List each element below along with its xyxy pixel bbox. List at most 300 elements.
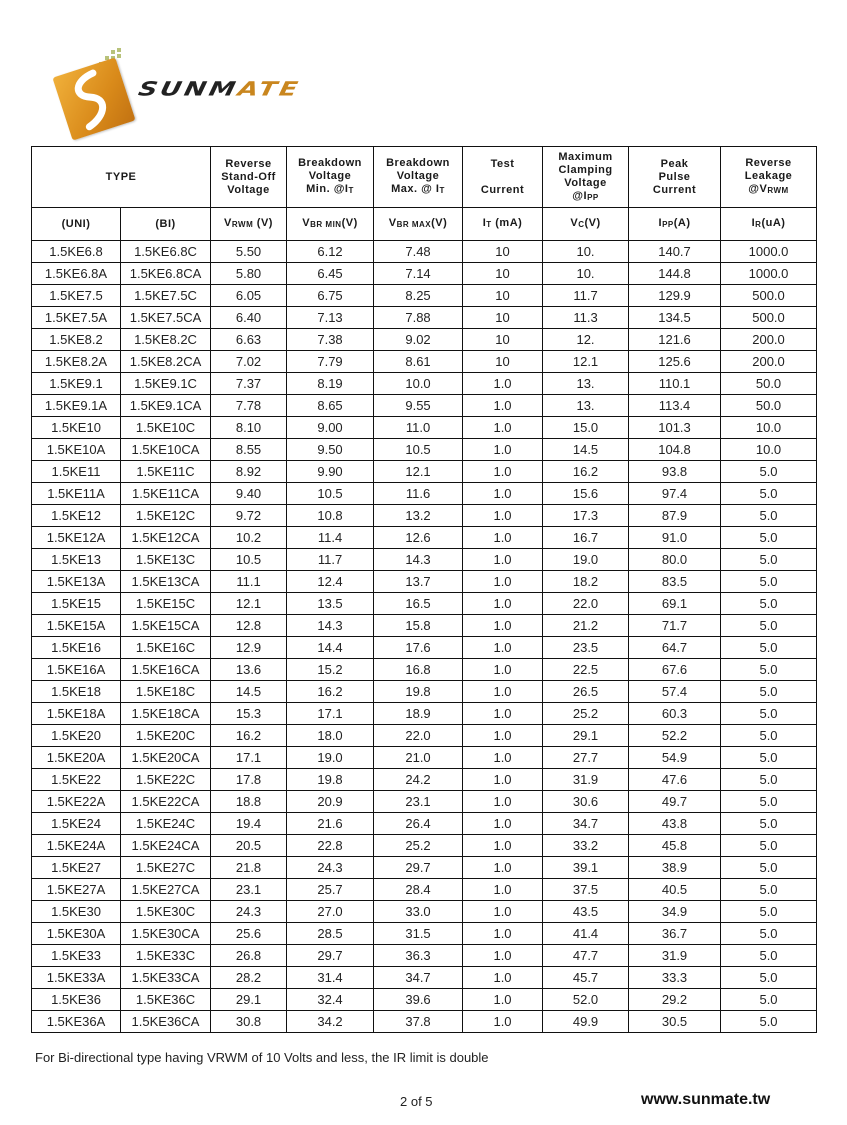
cell-type-uni: 1.5KE20A bbox=[32, 747, 121, 769]
cell-it: 1.0 bbox=[463, 373, 543, 395]
table-row bbox=[32, 923, 817, 945]
header-vc-unit: VC(V) bbox=[543, 208, 629, 241]
cell-ir: 5.0 bbox=[721, 527, 817, 549]
cell-type-bi: 1.5KE11CA bbox=[121, 483, 211, 505]
cell-vrwm: 7.02 bbox=[211, 351, 287, 373]
cell-it: 10 bbox=[463, 329, 543, 351]
cell-ir: 10.0 bbox=[721, 439, 817, 461]
cell-vbr-min: 10.8 bbox=[287, 505, 374, 527]
cell-type-uni: 1.5KE20 bbox=[32, 725, 121, 747]
cell-type-uni: 1.5KE12A bbox=[32, 527, 121, 549]
cell-vbr-max: 9.02 bbox=[374, 329, 463, 351]
cell-vbr-min: 31.4 bbox=[287, 967, 374, 989]
table-row bbox=[32, 527, 817, 549]
cell-vbr-max: 10.0 bbox=[374, 373, 463, 395]
cell-type-uni: 1.5KE16A bbox=[32, 659, 121, 681]
cell-it: 1.0 bbox=[463, 747, 543, 769]
cell-vbr-min: 34.2 bbox=[287, 1011, 374, 1033]
cell-vc: 17.3 bbox=[543, 505, 629, 527]
cell-type-uni: 1.5KE15A bbox=[32, 615, 121, 637]
cell-vrwm: 21.8 bbox=[211, 857, 287, 879]
cell-type-bi: 1.5KE18C bbox=[121, 681, 211, 703]
cell-type-uni: 1.5KE22A bbox=[32, 791, 121, 813]
cell-type-bi: 1.5KE8.2CA bbox=[121, 351, 211, 373]
cell-ipp: 140.7 bbox=[629, 241, 721, 263]
cell-vrwm: 12.8 bbox=[211, 615, 287, 637]
cell-vrwm: 12.1 bbox=[211, 593, 287, 615]
cell-vbr-max: 12.1 bbox=[374, 461, 463, 483]
table-row bbox=[32, 549, 817, 571]
cell-it: 1.0 bbox=[463, 1011, 543, 1033]
cell-vrwm: 10.5 bbox=[211, 549, 287, 571]
cell-vc: 18.2 bbox=[543, 571, 629, 593]
logo-wordmark: SUNMATE bbox=[136, 78, 303, 101]
cell-type-uni: 1.5KE18A bbox=[32, 703, 121, 725]
cell-ir: 5.0 bbox=[721, 1011, 817, 1033]
cell-vbr-max: 12.6 bbox=[374, 527, 463, 549]
cell-vbr-min: 13.5 bbox=[287, 593, 374, 615]
cell-vc: 13. bbox=[543, 373, 629, 395]
cell-vbr-min: 9.50 bbox=[287, 439, 374, 461]
cell-type-uni: 1.5KE6.8A bbox=[32, 263, 121, 285]
cell-ipp: 144.8 bbox=[629, 263, 721, 285]
cell-vc: 10. bbox=[543, 241, 629, 263]
table-row bbox=[32, 725, 817, 747]
header-ipp: Peak Pulse Current bbox=[629, 147, 721, 208]
cell-type-uni: 1.5KE24A bbox=[32, 835, 121, 857]
header-it: Test Current bbox=[463, 147, 543, 208]
cell-ipp: 43.8 bbox=[629, 813, 721, 835]
cell-type-bi: 1.5KE7.5CA bbox=[121, 307, 211, 329]
cell-vrwm: 12.9 bbox=[211, 637, 287, 659]
cell-ir: 5.0 bbox=[721, 593, 817, 615]
table-row bbox=[32, 945, 817, 967]
cell-vbr-min: 12.4 bbox=[287, 571, 374, 593]
cell-vbr-min: 18.0 bbox=[287, 725, 374, 747]
cell-vc: 19.0 bbox=[543, 549, 629, 571]
cell-it: 1.0 bbox=[463, 615, 543, 637]
cell-it: 1.0 bbox=[463, 505, 543, 527]
header-ir: Reverse Leakage @VRWM bbox=[721, 147, 817, 208]
table-row bbox=[32, 483, 817, 505]
cell-ir: 5.0 bbox=[721, 791, 817, 813]
cell-it: 1.0 bbox=[463, 681, 543, 703]
cell-it: 1.0 bbox=[463, 879, 543, 901]
cell-vbr-min: 19.8 bbox=[287, 769, 374, 791]
table-row bbox=[32, 769, 817, 791]
cell-vc: 27.7 bbox=[543, 747, 629, 769]
cell-vrwm: 10.2 bbox=[211, 527, 287, 549]
cell-ir: 5.0 bbox=[721, 945, 817, 967]
cell-vrwm: 29.1 bbox=[211, 989, 287, 1011]
cell-type-bi: 1.5KE15C bbox=[121, 593, 211, 615]
cell-vbr-max: 24.2 bbox=[374, 769, 463, 791]
cell-vbr-min: 16.2 bbox=[287, 681, 374, 703]
cell-vrwm: 6.63 bbox=[211, 329, 287, 351]
cell-it: 1.0 bbox=[463, 659, 543, 681]
cell-vc: 31.9 bbox=[543, 769, 629, 791]
cell-ir: 1000.0 bbox=[721, 263, 817, 285]
cell-type-bi: 1.5KE13C bbox=[121, 549, 211, 571]
header-vbr-min: Breakdown Voltage Min. @IT bbox=[287, 147, 374, 208]
cell-type-uni: 1.5KE30 bbox=[32, 901, 121, 923]
page-number: 2 of 5 bbox=[400, 1094, 433, 1109]
table-row bbox=[32, 1011, 817, 1033]
cell-vbr-max: 14.3 bbox=[374, 549, 463, 571]
table-row bbox=[32, 461, 817, 483]
cell-type-bi: 1.5KE36CA bbox=[121, 1011, 211, 1033]
cell-type-uni: 1.5KE36A bbox=[32, 1011, 121, 1033]
cell-type-uni: 1.5KE36 bbox=[32, 989, 121, 1011]
cell-type-bi: 1.5KE16CA bbox=[121, 659, 211, 681]
cell-it: 1.0 bbox=[463, 923, 543, 945]
cell-vbr-min: 24.3 bbox=[287, 857, 374, 879]
cell-ipp: 134.5 bbox=[629, 307, 721, 329]
cell-ir: 5.0 bbox=[721, 857, 817, 879]
cell-vbr-max: 34.7 bbox=[374, 967, 463, 989]
cell-ipp: 129.9 bbox=[629, 285, 721, 307]
cell-vbr-min: 6.45 bbox=[287, 263, 374, 285]
cell-vbr-min: 32.4 bbox=[287, 989, 374, 1011]
cell-ipp: 33.3 bbox=[629, 967, 721, 989]
header-uni: (UNI) bbox=[32, 208, 121, 241]
cell-vc: 34.7 bbox=[543, 813, 629, 835]
spec-table bbox=[31, 146, 817, 1033]
cell-ipp: 69.1 bbox=[629, 593, 721, 615]
cell-type-uni: 1.5KE15 bbox=[32, 593, 121, 615]
cell-vrwm: 5.50 bbox=[211, 241, 287, 263]
cell-ipp: 64.7 bbox=[629, 637, 721, 659]
cell-it: 1.0 bbox=[463, 901, 543, 923]
cell-ir: 5.0 bbox=[721, 703, 817, 725]
cell-vbr-min: 7.79 bbox=[287, 351, 374, 373]
footnote: For Bi-directional type having VRWM of 10 Volts and less, the IR limit is double bbox=[35, 1050, 489, 1065]
cell-it: 10 bbox=[463, 241, 543, 263]
table-row bbox=[32, 901, 817, 923]
cell-ipp: 29.2 bbox=[629, 989, 721, 1011]
cell-vc: 30.6 bbox=[543, 791, 629, 813]
cell-ir: 5.0 bbox=[721, 901, 817, 923]
cell-type-uni: 1.5KE16 bbox=[32, 637, 121, 659]
cell-it: 1.0 bbox=[463, 593, 543, 615]
table-row bbox=[32, 285, 817, 307]
header-vbr-max-unit: VBR MAX(V) bbox=[374, 208, 463, 241]
cell-vbr-max: 11.6 bbox=[374, 483, 463, 505]
cell-vc: 39.1 bbox=[543, 857, 629, 879]
header-vbr-max: Breakdown Voltage Max. @ IT bbox=[374, 147, 463, 208]
table-row bbox=[32, 813, 817, 835]
header-ipp-unit: IPP(A) bbox=[629, 208, 721, 241]
cell-ir: 5.0 bbox=[721, 835, 817, 857]
cell-vbr-max: 37.8 bbox=[374, 1011, 463, 1033]
cell-ipp: 93.8 bbox=[629, 461, 721, 483]
cell-vbr-max: 23.1 bbox=[374, 791, 463, 813]
cell-vc: 45.7 bbox=[543, 967, 629, 989]
cell-vc: 21.2 bbox=[543, 615, 629, 637]
cell-ipp: 31.9 bbox=[629, 945, 721, 967]
cell-vbr-min: 25.7 bbox=[287, 879, 374, 901]
cell-vc: 11.3 bbox=[543, 307, 629, 329]
cell-vrwm: 23.1 bbox=[211, 879, 287, 901]
cell-ir: 5.0 bbox=[721, 637, 817, 659]
cell-vc: 15.0 bbox=[543, 417, 629, 439]
cell-vbr-max: 17.6 bbox=[374, 637, 463, 659]
header-it-unit: IT (mA) bbox=[463, 208, 543, 241]
cell-it: 1.0 bbox=[463, 571, 543, 593]
cell-vbr-min: 22.8 bbox=[287, 835, 374, 857]
cell-vbr-max: 31.5 bbox=[374, 923, 463, 945]
header-vrwm: Reverse Stand-Off Voltage bbox=[211, 147, 287, 208]
cell-vbr-min: 6.75 bbox=[287, 285, 374, 307]
cell-ipp: 57.4 bbox=[629, 681, 721, 703]
cell-vbr-min: 29.7 bbox=[287, 945, 374, 967]
cell-type-uni: 1.5KE11A bbox=[32, 483, 121, 505]
cell-vrwm: 19.4 bbox=[211, 813, 287, 835]
cell-it: 1.0 bbox=[463, 527, 543, 549]
cell-ipp: 91.0 bbox=[629, 527, 721, 549]
cell-vbr-max: 15.8 bbox=[374, 615, 463, 637]
cell-type-bi: 1.5KE30CA bbox=[121, 923, 211, 945]
cell-ipp: 80.0 bbox=[629, 549, 721, 571]
cell-vc: 25.2 bbox=[543, 703, 629, 725]
cell-vrwm: 26.8 bbox=[211, 945, 287, 967]
table-row bbox=[32, 879, 817, 901]
cell-type-bi: 1.5KE18CA bbox=[121, 703, 211, 725]
cell-vbr-min: 8.19 bbox=[287, 373, 374, 395]
cell-ir: 5.0 bbox=[721, 549, 817, 571]
cell-type-bi: 1.5KE10C bbox=[121, 417, 211, 439]
cell-vbr-min: 28.5 bbox=[287, 923, 374, 945]
cell-vbr-min: 8.65 bbox=[287, 395, 374, 417]
cell-type-bi: 1.5KE13CA bbox=[121, 571, 211, 593]
table-row bbox=[32, 351, 817, 373]
cell-vbr-min: 11.4 bbox=[287, 527, 374, 549]
cell-vbr-max: 11.0 bbox=[374, 417, 463, 439]
cell-it: 10 bbox=[463, 307, 543, 329]
cell-type-uni: 1.5KE30A bbox=[32, 923, 121, 945]
table-row bbox=[32, 505, 817, 527]
cell-it: 10 bbox=[463, 263, 543, 285]
cell-vc: 11.7 bbox=[543, 285, 629, 307]
cell-vbr-min: 21.6 bbox=[287, 813, 374, 835]
cell-vrwm: 16.2 bbox=[211, 725, 287, 747]
cell-ipp: 113.4 bbox=[629, 395, 721, 417]
spec-table-body bbox=[32, 241, 817, 1033]
cell-ipp: 54.9 bbox=[629, 747, 721, 769]
cell-type-uni: 1.5KE27 bbox=[32, 857, 121, 879]
cell-vbr-max: 16.5 bbox=[374, 593, 463, 615]
cell-ir: 50.0 bbox=[721, 395, 817, 417]
cell-ipp: 97.4 bbox=[629, 483, 721, 505]
cell-ir: 5.0 bbox=[721, 967, 817, 989]
cell-it: 1.0 bbox=[463, 813, 543, 835]
cell-vc: 12. bbox=[543, 329, 629, 351]
cell-vrwm: 9.40 bbox=[211, 483, 287, 505]
cell-type-uni: 1.5KE8.2A bbox=[32, 351, 121, 373]
cell-it: 1.0 bbox=[463, 769, 543, 791]
cell-vrwm: 8.92 bbox=[211, 461, 287, 483]
cell-ipp: 87.9 bbox=[629, 505, 721, 527]
cell-ir: 5.0 bbox=[721, 725, 817, 747]
cell-vrwm: 25.6 bbox=[211, 923, 287, 945]
cell-it: 1.0 bbox=[463, 791, 543, 813]
header-bi: (BI) bbox=[121, 208, 211, 241]
cell-type-bi: 1.5KE10CA bbox=[121, 439, 211, 461]
cell-type-bi: 1.5KE20C bbox=[121, 725, 211, 747]
cell-type-bi: 1.5KE7.5C bbox=[121, 285, 211, 307]
cell-ir: 200.0 bbox=[721, 329, 817, 351]
cell-vbr-min: 20.9 bbox=[287, 791, 374, 813]
cell-type-uni: 1.5KE6.8 bbox=[32, 241, 121, 263]
cell-vc: 10. bbox=[543, 263, 629, 285]
cell-vbr-max: 18.9 bbox=[374, 703, 463, 725]
cell-vc: 16.2 bbox=[543, 461, 629, 483]
cell-type-bi: 1.5KE9.1C bbox=[121, 373, 211, 395]
cell-vc: 23.5 bbox=[543, 637, 629, 659]
cell-type-bi: 1.5KE6.8CA bbox=[121, 263, 211, 285]
website-url: www.sunmate.tw bbox=[641, 1091, 771, 1108]
cell-vrwm: 20.5 bbox=[211, 835, 287, 857]
cell-type-bi: 1.5KE8.2C bbox=[121, 329, 211, 351]
cell-type-uni: 1.5KE33A bbox=[32, 967, 121, 989]
cell-vbr-max: 25.2 bbox=[374, 835, 463, 857]
cell-ir: 5.0 bbox=[721, 571, 817, 593]
cell-ir: 5.0 bbox=[721, 505, 817, 527]
cell-ipp: 71.7 bbox=[629, 615, 721, 637]
cell-ir: 50.0 bbox=[721, 373, 817, 395]
table-row bbox=[32, 747, 817, 769]
cell-ipp: 125.6 bbox=[629, 351, 721, 373]
cell-vbr-min: 7.38 bbox=[287, 329, 374, 351]
cell-type-uni: 1.5KE9.1 bbox=[32, 373, 121, 395]
cell-it: 10 bbox=[463, 351, 543, 373]
cell-it: 1.0 bbox=[463, 461, 543, 483]
cell-it: 1.0 bbox=[463, 637, 543, 659]
cell-type-bi: 1.5KE16C bbox=[121, 637, 211, 659]
cell-ir: 5.0 bbox=[721, 681, 817, 703]
cell-ir: 5.0 bbox=[721, 483, 817, 505]
cell-vbr-max: 8.25 bbox=[374, 285, 463, 307]
cell-ipp: 101.3 bbox=[629, 417, 721, 439]
cell-vc: 52.0 bbox=[543, 989, 629, 1011]
cell-vc: 41.4 bbox=[543, 923, 629, 945]
header-row-symbols bbox=[32, 208, 817, 241]
cell-type-bi: 1.5KE33CA bbox=[121, 967, 211, 989]
cell-ipp: 60.3 bbox=[629, 703, 721, 725]
cell-vbr-min: 19.0 bbox=[287, 747, 374, 769]
cell-vrwm: 28.2 bbox=[211, 967, 287, 989]
cell-vbr-max: 26.4 bbox=[374, 813, 463, 835]
cell-vbr-min: 15.2 bbox=[287, 659, 374, 681]
cell-vrwm: 14.5 bbox=[211, 681, 287, 703]
cell-ir: 5.0 bbox=[721, 769, 817, 791]
cell-ir: 5.0 bbox=[721, 461, 817, 483]
cell-vrwm: 5.80 bbox=[211, 263, 287, 285]
cell-vc: 14.5 bbox=[543, 439, 629, 461]
table-row bbox=[32, 307, 817, 329]
cell-vrwm: 13.6 bbox=[211, 659, 287, 681]
cell-ipp: 67.6 bbox=[629, 659, 721, 681]
cell-ir: 5.0 bbox=[721, 989, 817, 1011]
cell-type-bi: 1.5KE27C bbox=[121, 857, 211, 879]
cell-vbr-max: 19.8 bbox=[374, 681, 463, 703]
cell-type-bi: 1.5KE12CA bbox=[121, 527, 211, 549]
cell-vc: 12.1 bbox=[543, 351, 629, 373]
cell-vbr-min: 10.5 bbox=[287, 483, 374, 505]
cell-type-uni: 1.5KE11 bbox=[32, 461, 121, 483]
cell-ipp: 36.7 bbox=[629, 923, 721, 945]
cell-it: 1.0 bbox=[463, 857, 543, 879]
cell-vbr-max: 7.88 bbox=[374, 307, 463, 329]
cell-vrwm: 8.10 bbox=[211, 417, 287, 439]
cell-it: 1.0 bbox=[463, 439, 543, 461]
cell-vbr-max: 22.0 bbox=[374, 725, 463, 747]
cell-type-bi: 1.5KE9.1CA bbox=[121, 395, 211, 417]
table-row bbox=[32, 659, 817, 681]
cell-type-uni: 1.5KE12 bbox=[32, 505, 121, 527]
cell-vc: 15.6 bbox=[543, 483, 629, 505]
cell-ipp: 34.9 bbox=[629, 901, 721, 923]
cell-vrwm: 30.8 bbox=[211, 1011, 287, 1033]
table-row bbox=[32, 835, 817, 857]
cell-type-bi: 1.5KE33C bbox=[121, 945, 211, 967]
cell-vbr-max: 29.7 bbox=[374, 857, 463, 879]
cell-ipp: 38.9 bbox=[629, 857, 721, 879]
cell-type-bi: 1.5KE11C bbox=[121, 461, 211, 483]
cell-type-bi: 1.5KE12C bbox=[121, 505, 211, 527]
header-vbr-min-unit: VBR MIN(V) bbox=[287, 208, 374, 241]
cell-vbr-max: 16.8 bbox=[374, 659, 463, 681]
table-row bbox=[32, 637, 817, 659]
cell-it: 1.0 bbox=[463, 483, 543, 505]
cell-type-uni: 1.5KE27A bbox=[32, 879, 121, 901]
table-row bbox=[32, 791, 817, 813]
cell-it: 1.0 bbox=[463, 725, 543, 747]
cell-vrwm: 6.05 bbox=[211, 285, 287, 307]
cell-vc: 22.0 bbox=[543, 593, 629, 615]
cell-ir: 500.0 bbox=[721, 307, 817, 329]
cell-vbr-max: 8.61 bbox=[374, 351, 463, 373]
cell-ir: 5.0 bbox=[721, 659, 817, 681]
cell-ir: 1000.0 bbox=[721, 241, 817, 263]
cell-vbr-min: 9.00 bbox=[287, 417, 374, 439]
cell-it: 1.0 bbox=[463, 989, 543, 1011]
table-row bbox=[32, 593, 817, 615]
cell-vc: 43.5 bbox=[543, 901, 629, 923]
cell-type-uni: 1.5KE13 bbox=[32, 549, 121, 571]
cell-ipp: 104.8 bbox=[629, 439, 721, 461]
cell-vc: 13. bbox=[543, 395, 629, 417]
cell-vbr-max: 7.48 bbox=[374, 241, 463, 263]
cell-vrwm: 9.72 bbox=[211, 505, 287, 527]
cell-type-bi: 1.5KE22C bbox=[121, 769, 211, 791]
cell-vbr-min: 11.7 bbox=[287, 549, 374, 571]
table-row bbox=[32, 329, 817, 351]
cell-type-bi: 1.5KE15CA bbox=[121, 615, 211, 637]
header-vrwm-unit: VRWM (V) bbox=[211, 208, 287, 241]
table-row bbox=[32, 263, 817, 285]
cell-type-bi: 1.5KE24CA bbox=[121, 835, 211, 857]
cell-ir: 5.0 bbox=[721, 923, 817, 945]
cell-type-uni: 1.5KE7.5 bbox=[32, 285, 121, 307]
cell-vc: 22.5 bbox=[543, 659, 629, 681]
cell-it: 10 bbox=[463, 285, 543, 307]
cell-vrwm: 17.1 bbox=[211, 747, 287, 769]
cell-type-uni: 1.5KE8.2 bbox=[32, 329, 121, 351]
header-row-titles bbox=[32, 147, 817, 208]
cell-vc: 37.5 bbox=[543, 879, 629, 901]
table-row bbox=[32, 989, 817, 1011]
